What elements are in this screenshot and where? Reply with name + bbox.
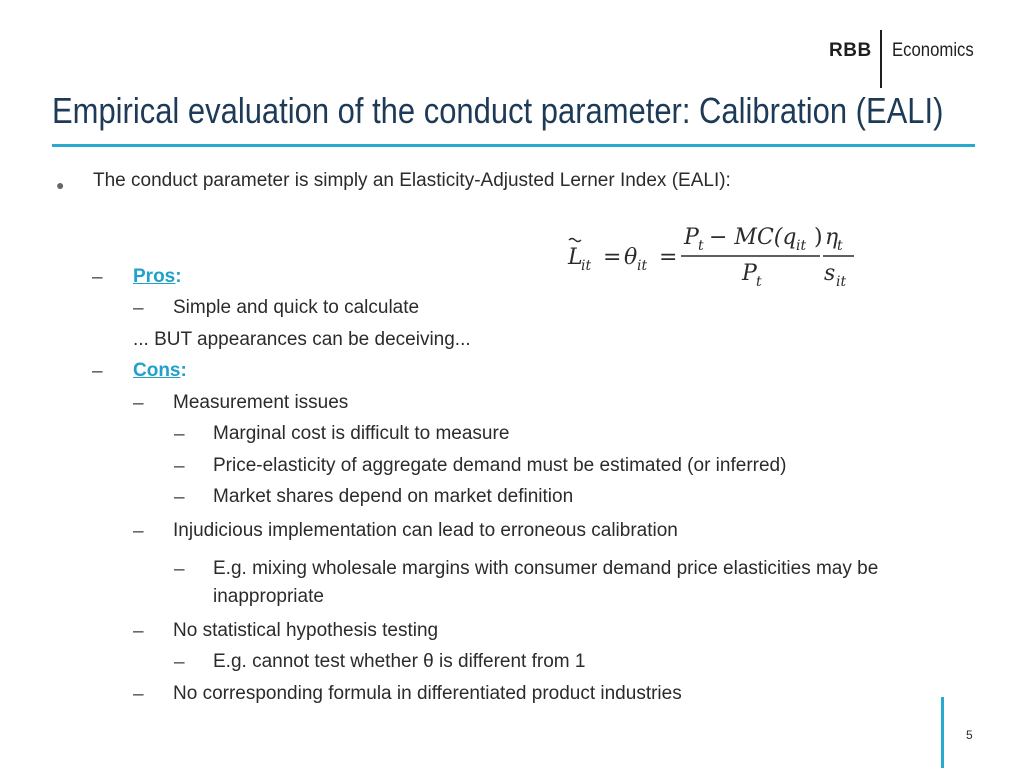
measurement-item: Market shares depend on market definition — [213, 486, 574, 507]
measurement-issues: Measurement issues — [173, 392, 349, 413]
rbb-economics-logo — [829, 30, 985, 88]
formula-den-p-sub: t — [756, 274, 762, 290]
eali-formula — [566, 222, 856, 290]
formula-theta-sub: it — [637, 258, 648, 274]
formula-close-paren: ) — [814, 225, 823, 250]
intro-text: The conduct parameter is simply an Elasticity-Adjusted Lerner Index (EALI): — [93, 170, 731, 191]
dash-marker: – — [133, 521, 144, 542]
formula-den-p: P — [742, 261, 757, 286]
dash-marker: – — [92, 267, 103, 288]
formula-eq1: = — [603, 245, 622, 270]
dash-marker: – — [174, 652, 185, 673]
formula-share-sub: it — [836, 274, 847, 290]
injudicious-example-line2: inappropriate — [213, 586, 324, 607]
slide-title: Empirical evaluation of the conduct parameter: Calibration (EALI) — [52, 90, 944, 131]
title-underline — [52, 144, 975, 147]
formula-share: s — [824, 261, 836, 286]
deceiving-note: ... BUT appearances can be deceiving... — [133, 329, 471, 350]
page-number: 5 — [966, 728, 973, 742]
formula-num-p-sub: t — [698, 238, 704, 254]
measurement-item: Price-elasticity of aggregate demand must be estimated (or inferred) — [213, 455, 787, 476]
cons-label: Cons — [133, 360, 181, 381]
formula-eta-sub: t — [837, 238, 843, 254]
formula-lhs: L — [568, 245, 583, 270]
formula-eq2: = — [659, 245, 678, 270]
pros-item: Simple and quick to calculate — [173, 297, 420, 318]
dash-marker: – — [174, 456, 185, 477]
formula-lhs-sub: it — [581, 258, 592, 274]
pros-label: Pros — [133, 266, 176, 287]
formula-eta: η — [825, 225, 839, 250]
bullet-dot: ● — [56, 177, 65, 193]
dash-marker: – — [133, 621, 144, 642]
injudicious-implementation: Injudicious implementation can lead to erroneous calibration — [173, 520, 678, 541]
no-formula-differentiated: No corresponding formula in differentiated product industries — [173, 683, 682, 704]
footer-accent-bar — [941, 697, 944, 768]
cons-colon: : — [180, 360, 187, 381]
injudicious-example-line1: E.g. mixing wholesale margins with consumer demand price elasticities may be — [213, 558, 879, 579]
dash-marker: – — [174, 559, 185, 580]
pros-colon: : — [175, 266, 182, 287]
formula-theta: θ — [624, 245, 638, 270]
dash-marker: – — [133, 684, 144, 705]
hypothesis-example: E.g. cannot test whether θ is different from 1 — [213, 651, 586, 672]
measurement-item: Marginal cost is difficult to measure — [213, 423, 510, 444]
logo-name: Economics — [891, 40, 974, 61]
tilde-mark — [569, 239, 581, 242]
formula-minus-mc: − MC(q — [709, 225, 797, 250]
formula-num-p: P — [684, 225, 699, 250]
hypothesis-testing: No statistical hypothesis testing — [173, 620, 439, 641]
pros-heading — [133, 266, 182, 288]
dash-marker: – — [133, 393, 144, 414]
cons-heading — [133, 360, 187, 382]
logo-brand: RBB — [829, 40, 872, 61]
dash-marker: – — [174, 424, 185, 445]
formula-q-sub: it — [796, 238, 807, 254]
dash-marker: – — [92, 361, 103, 382]
dash-marker: – — [174, 487, 185, 508]
dash-marker: – — [133, 298, 144, 319]
logo-divider — [880, 30, 882, 88]
